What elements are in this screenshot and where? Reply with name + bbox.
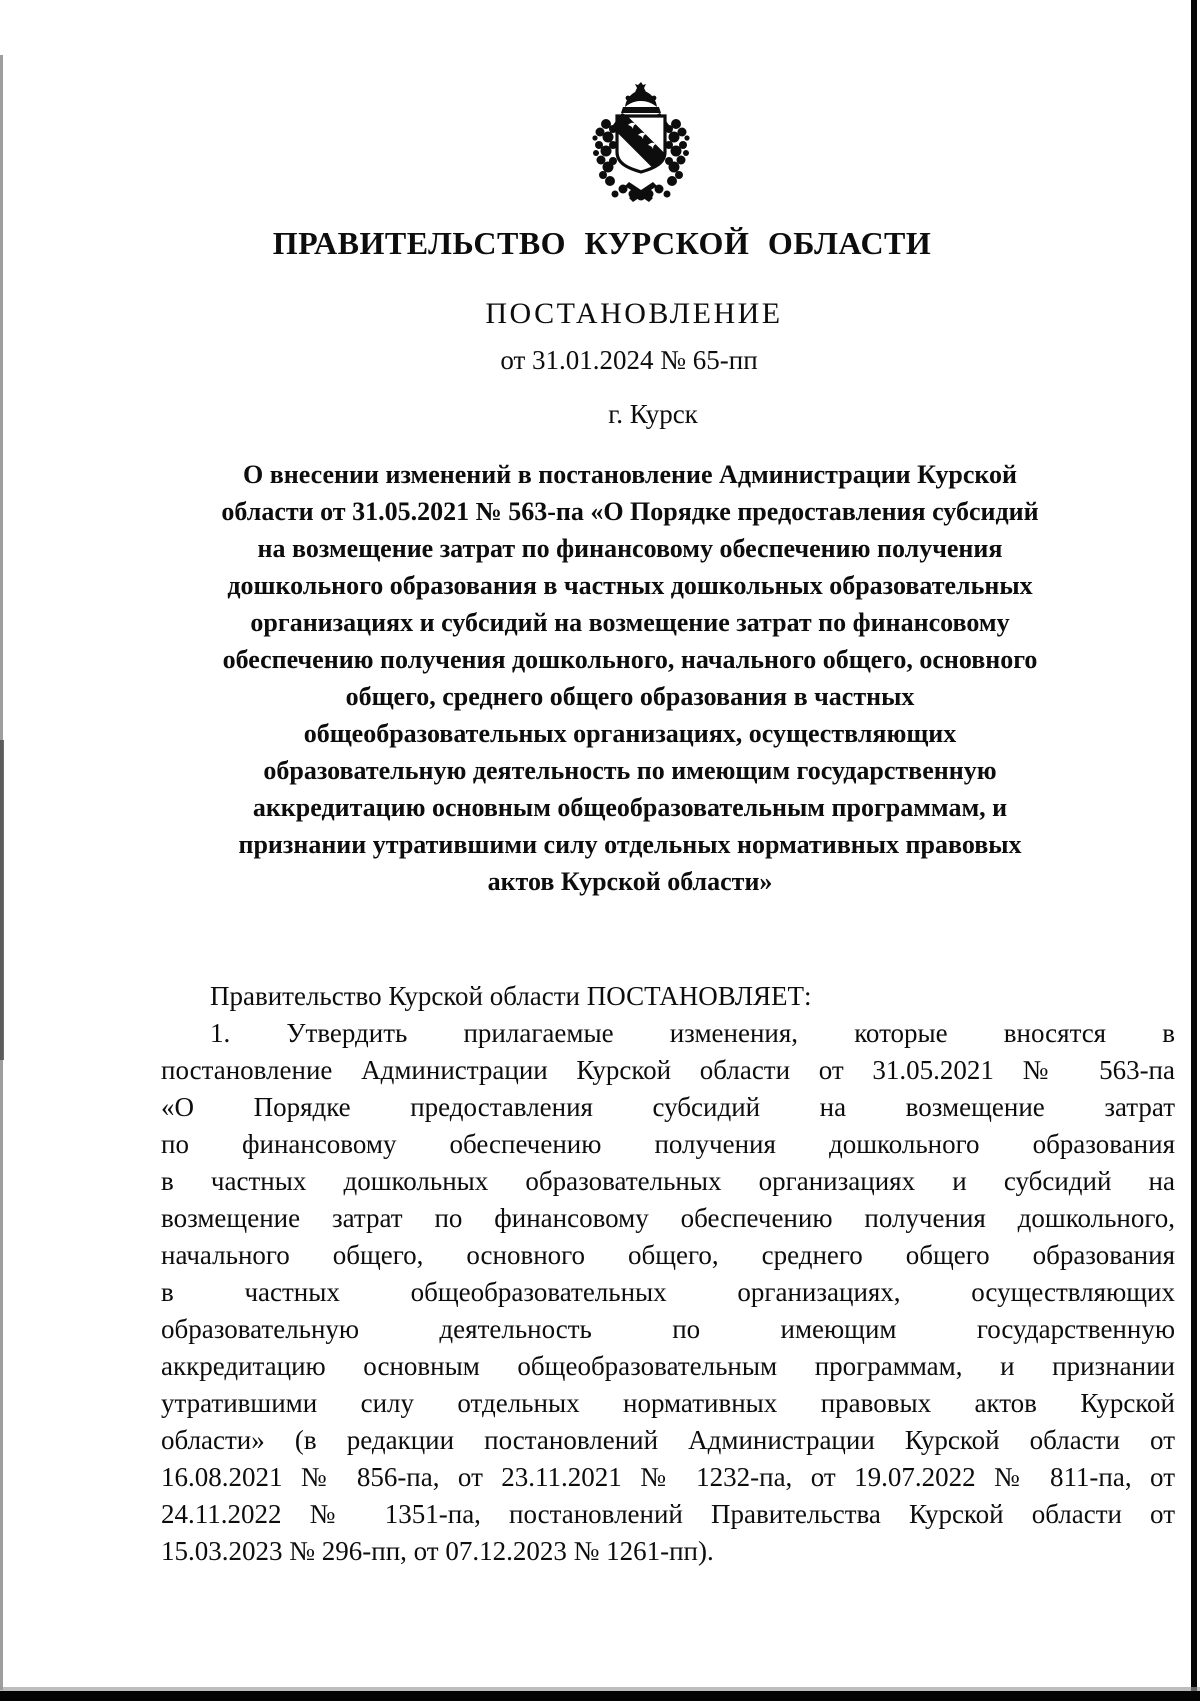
kursk-coat-of-arms-icon [579,82,703,210]
title-line: организациях и субсидий на возмещение затрат по финансовому [250,608,1010,637]
body-line: начального общего, основного общего, среднего общего образования [161,1240,1175,1270]
title-line: на возмещение затрат по финансовому обеспечению получения [257,534,1003,563]
title-line: образовательную деятельность по имеющим государственную [263,756,997,785]
title-line: О внесении изменений в постановление Администрации Курской [243,460,1017,489]
title-line: области от 31.05.2021 № 563-па «О Порядке предоставления субсидий [221,497,1039,526]
body-line: по финансовому обеспечению получения дошкольного образования [161,1129,1175,1159]
body-line: «О Порядке предоставления субсидий на возмещение затрат [161,1092,1175,1122]
body-line: 16.08.2021 № 856-па, от 23.11.2021 № 1232-па, от 19.07.2022 № 811-па, от [161,1462,1175,1492]
body-line: 15.03.2023 № 296-пп, от 07.12.2023 № 1261-пп). [161,1536,714,1566]
document-body [161,978,1175,1570]
body-line: 24.11.2022 № 1351-па, постановлений Правительства Курской области от [161,1499,1175,1529]
body-line: постановление Администрации Курской области от 31.05.2021 № 563-па [161,1055,1175,1085]
scan-edge-left-dark [0,740,4,1060]
title-line: признании утратившими силу отдельных нормативных правовых [238,830,1022,859]
title-line: общеобразовательных организациях, осуществляющих [303,719,957,748]
body-line: области» (в редакции постановлений Администрации Курской области от [161,1425,1175,1455]
title-line: актов Курской области» [487,867,773,896]
document-type-title: ПОСТАНОВЛЕНИЕ [485,297,783,330]
body-line: аккредитацию основным общеобразовательным программам, и признании [161,1351,1175,1381]
body-line: возмещение затрат по финансовому обеспечению получения дошкольного, [161,1203,1175,1233]
title-line: дошкольного образования в частных дошкольных образовательных [227,571,1033,600]
place-line: г. Курск [608,399,698,429]
body-line: образовательную деятельность по имеющим государственную [161,1314,1175,1344]
title-line: аккредитацию основным общеобразовательным программам, и [252,793,1008,822]
date-and-number-line: от 31.01.2024 № 65-пп [500,345,758,375]
issuing-authority-title: ПРАВИТЕЛЬСТВО КУРСКОЙ ОБЛАСТИ [272,225,932,261]
document-title [160,456,1100,900]
body-intro-line: Правительство Курской области ПОСТАНОВЛЯЕТ: [210,981,812,1011]
body-line: 1. Утвердить прилагаемые изменения, которые вносятся в [210,1018,1175,1048]
body-line: утратившими силу отдельных нормативных правовых актов Курской [161,1388,1175,1418]
scan-edge-bottom [0,1691,1200,1701]
title-line: обеспечению получения дошкольного, начального общего, основного [222,645,1038,674]
body-line: в частных дошкольных образовательных организациях и субсидий на [161,1166,1175,1196]
body-line: в частных общеобразовательных организациях, осуществляющих [161,1277,1175,1307]
title-line: общего, среднего общего образования в частных [345,682,915,711]
